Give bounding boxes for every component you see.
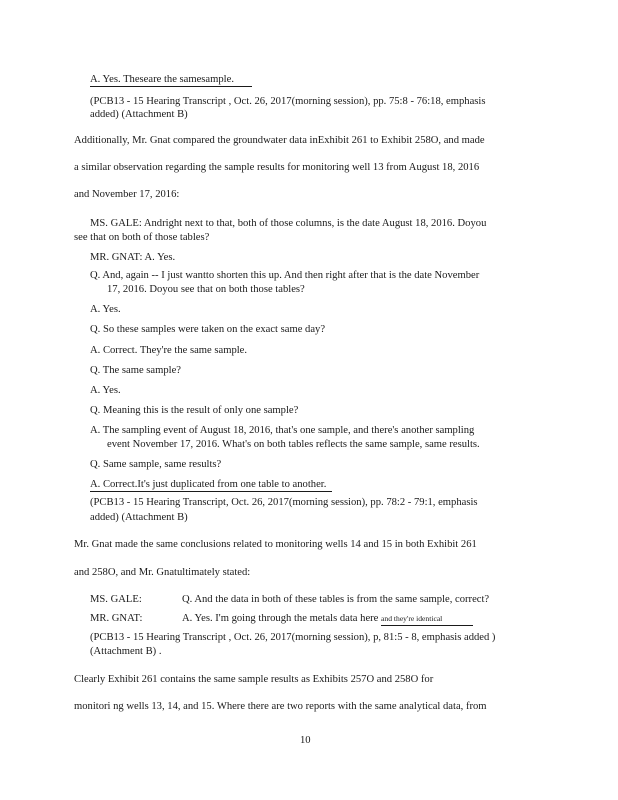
testimony-q1-line1: Q. And, again -- I just wantto shorten this up. And then right after that is the date November: [90, 270, 480, 281]
testimony-q3: Q. The same sample?: [90, 365, 181, 376]
quote3-emphasis: and they're identical: [381, 612, 473, 626]
testimony-a3: A. Yes.: [90, 385, 121, 396]
testimony-a1: A. Yes.: [90, 304, 121, 315]
quote3-gale-label: MS. GALE:: [90, 594, 142, 605]
paragraph1-line1: Additionally, Mr. Gnat compared the groundwater data inExhibit 261 to Exhibit 258O, and made: [74, 135, 485, 146]
quote1-answer: A. Yes. Theseare the samesample.: [90, 73, 252, 86]
testimony-gale-line2: see that on both of those tables?: [74, 232, 210, 243]
quote3-citation-line1: (PCB13 - 15 Hearing Transcript , Oct. 26, 2017(morning session), p, 81:5 - 8, emphasis added ): [90, 632, 496, 643]
testimony-q4: Q. Meaning this is the result of only one sample?: [90, 405, 299, 416]
testimony-a5: A. Correct.It's just duplicated from one table to another.: [90, 478, 332, 491]
testimony-a2: A. Correct. They're the same sample.: [90, 345, 248, 356]
paragraph3-line1: Clearly Exhibit 261 contains the same sample results as Exhibits 257O and 258O for: [74, 674, 434, 685]
page-number: 10: [300, 735, 311, 746]
testimony-a4-line1: A. The sampling event of August 18, 2016, that's one sample, and there's another sampling: [90, 425, 475, 436]
quote3-gale-text: Q. And the data in both of these tables is from the same sample, correct?: [182, 594, 490, 605]
paragraph3-line2: monitori ng wells 13, 14, and 15. Where there are two reports with the same analytical data, from: [74, 701, 487, 712]
quote3-gnat-text: A. Yes. I'm going through the metals data here and they're identical: [182, 612, 473, 626]
paragraph1-line3: and November 17, 2016:: [74, 189, 180, 200]
paragraph2-line2: and 258O, and Mr. Gnatultimately stated:: [74, 567, 251, 578]
testimony-q1-line2: 17, 2016. Doyou see that on both those tables?: [107, 284, 305, 295]
quote3-gnat-label: MR. GNAT:: [90, 613, 143, 624]
quote1-citation-line2: added) (Attachment B): [90, 109, 188, 120]
testimony-q5: Q. Same sample, same results?: [90, 459, 222, 470]
testimony-citation-line2: added) (Attachment B): [90, 512, 188, 523]
testimony-q2: Q. So these samples were taken on the exact same day?: [90, 324, 326, 335]
testimony-gale-line1: MS. GALE: Andright next to that, both of those columns, is the date August 18, 2016. Doyou: [90, 218, 487, 229]
quote1-citation-line1: (PCB13 - 15 Hearing Transcript , Oct. 26, 2017(morning session), pp. 75:8 - 76:18, emphasis: [90, 96, 486, 107]
quote3-citation-line2: (Attachment B) .: [90, 646, 162, 657]
testimony-citation-line1: (PCB13 - 15 Hearing Transcript, Oct. 26, 2017(morning session), pp. 78:2 - 79:1, emphasis: [90, 497, 478, 508]
paragraph2-line1: Mr. Gnat made the same conclusions related to monitoring wells 14 and 15 in both Exhibit 261: [74, 539, 477, 550]
testimony-a4-line2: event November 17, 2016. What's on both tables reflects the same sample, same results.: [107, 439, 480, 450]
paragraph1-line2: a similar observation regarding the sample results for monitoring well 13 from August 18, 2016: [74, 162, 480, 173]
testimony-gnat-answer1: MR. GNAT: A. Yes.: [90, 252, 176, 263]
